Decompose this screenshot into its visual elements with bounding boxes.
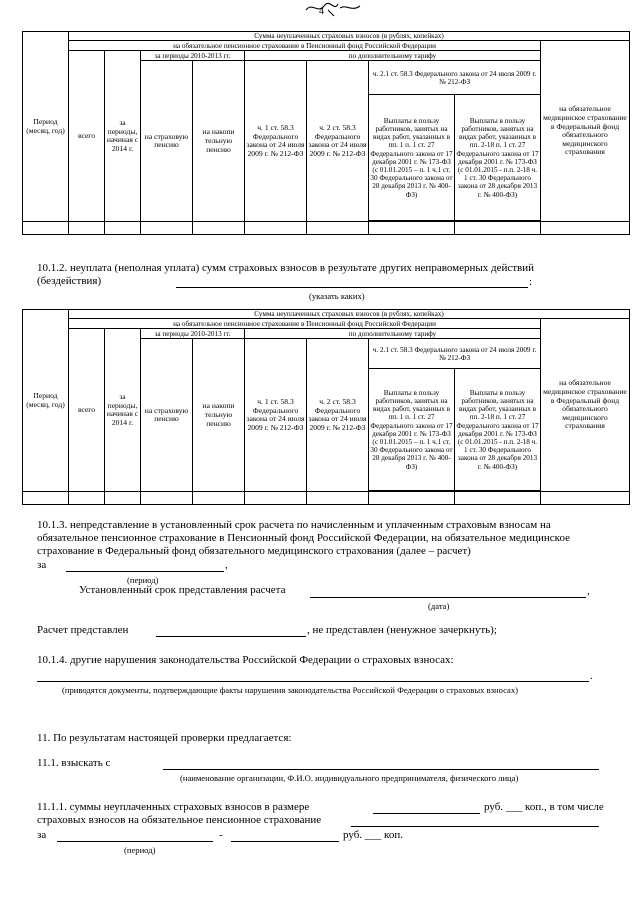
submitted-date-field[interactable] xyxy=(156,636,306,637)
other-violations-field[interactable] xyxy=(37,681,589,682)
period-from-field[interactable] xyxy=(57,841,213,842)
medical-header: на обязательное медицинское страхование в Федеральный фонд обязательного медицинского страхования xyxy=(541,319,630,492)
section-11-text: 11. По результатам настоящей проверки предлагается: xyxy=(37,732,292,744)
not-submitted-text: , не представлен (ненужное зачеркнуть); xyxy=(307,624,497,636)
za-label-2: за xyxy=(37,829,47,841)
section-10-1-2-text: 10.1.2. неуплата (неполная уплата) сумм страховых взносов в результате других неправомерных действий (бездействия) xyxy=(37,262,535,287)
za-label: за xyxy=(37,559,47,571)
section-10-1-3-text: 10.1.3. непредставление в установленный срок расчета по начисленным и уплаченным страховым взносам на обязательное пенсионное страхование в Пенсионный фонд Российской Федерации, на обязательное медицинское страхование в Федеральный фонд обязательного медицинского страхования (далее – расчет) xyxy=(37,519,570,557)
period-field[interactable] xyxy=(66,571,224,572)
periods-2010-2013-header: за периоды 2010-2013 гг. xyxy=(141,51,245,61)
pension-line-field[interactable] xyxy=(351,826,599,827)
since-2014-header: за периоды, начиная с 2014 г. xyxy=(105,329,141,492)
art-p1-header: ч. 1 ст. 58.3 Федерального закона от 24 июля 2009 г. № 212-ФЗ xyxy=(245,61,307,222)
art-p2-header: ч. 2 ст. 58.3 Федерального закона от 24 июля 2009 г. № 212-ФЗ xyxy=(307,339,369,492)
art-p2-header: ч. 2 ст. 58.3 Федерального закона от 24 июля 2009 г. № 212-ФЗ xyxy=(307,61,369,222)
comma-2: , xyxy=(587,585,590,597)
pension-amount-field[interactable] xyxy=(231,841,339,842)
pay-p2-header: Выплаты в пользу работников, занятых на видах работ, указанных в пп. 2-18 п. 1 ст. 27 Федерального закона от 17 декабря 2001 г. № 173-ФЗ (с 01.01.2015 - п.п. 2-18 ч. 1 ст. 30 Федерального закона от 28 декабря 2013 г. № 400-ФЗ) xyxy=(455,95,541,221)
pfr-header: на обязательное пенсионное страхование в Пенсионный фонд Российской Федерации xyxy=(69,41,541,51)
handwritten-signature xyxy=(304,0,364,18)
deadline-label: Установленный срок представления расчета xyxy=(79,584,286,596)
since-2014-header: за периоды, начиная с 2014 г. xyxy=(105,51,141,222)
dash: - xyxy=(219,829,223,841)
page-number: 4 xyxy=(319,6,324,17)
recover-from-caption: (наименование организации, Ф.И.О. индивидуального предпринимателя, физического лица) xyxy=(180,773,519,783)
sum-header: Сумма неуплаченных страховых взносов (в рублях, копейках) xyxy=(69,310,630,319)
rub-kop-text: руб. ___ коп., в том числе xyxy=(484,801,604,813)
date-caption: (дата) xyxy=(428,601,450,611)
additional-tariff-header: по дополнительному тарифу xyxy=(245,329,541,339)
table-row xyxy=(23,222,630,235)
pay-p1-header: Выплаты в пользу работников, занятых на видах работ, указанных в пп. 1 п. 1 ст. 27 Федерального закона от 17 декабря 2001 г. № 173-ФЗ (с 01.01.2015 – п. 1 ч.1 ст. 30 Федерального закона от 28 декабря 2013 г. № 400-ФЗ) xyxy=(369,95,455,221)
insurance-pension-header: на страховую пенсию xyxy=(141,339,193,492)
recover-from-field[interactable] xyxy=(163,769,599,770)
contributions-table-1 xyxy=(22,31,630,235)
rub-kop-text-2: руб. ___ коп. xyxy=(343,829,403,841)
period-header: Период (месяц, год) xyxy=(23,310,69,492)
specify-caption: (указать каких) xyxy=(309,291,365,301)
pfr-header: на обязательное пенсионное страхование в Пенсионный фонд Российской Федерации xyxy=(69,319,541,329)
period-caption: (период) xyxy=(127,575,159,585)
funded-pension-header: на накопи тельную пенсию xyxy=(193,61,245,222)
pay-p1-header: Выплаты в пользу работников, занятых на видах работ, указанных в пп. 1 п. 1 ст. 27 Федерального закона от 17 декабря 2001 г. № 173-ФЗ (с 01.01.2015 – п. 1 ч.1 ст. 30 Федерального закона от 28 декабря 2013 г. № 400-ФЗ) xyxy=(369,369,455,491)
additional-tariff-header: по дополнительному тарифу xyxy=(245,51,541,61)
total-header: всего xyxy=(69,329,105,492)
sum-header: Сумма неуплаченных страховых взносов (в рублях, копейках) xyxy=(69,32,630,41)
art-21-header: ч. 2.1 ст. 58.3 Федерального закона от 24 июля 2009 г. № 212-ФЗ xyxy=(369,61,541,95)
violations-caption: (приводятся документы, подтверждающие факты нарушения законодательства Российской Федерации о страховых взносах) xyxy=(62,685,519,695)
other-actions-field[interactable] xyxy=(176,287,528,288)
section-11-1-1-line1: 11.1.1. суммы неуплаченных страховых взносов в размере xyxy=(37,801,310,813)
total-header: всего xyxy=(69,51,105,222)
art-21-header: ч. 2.1 ст. 58.3 Федерального закона от 24 июля 2009 г. № 212-ФЗ xyxy=(369,339,541,369)
art-p1-header: ч. 1 ст. 58.3 Федерального закона от 24 июля 2009 г. № 212-ФЗ xyxy=(245,339,307,492)
colon: : xyxy=(529,276,533,288)
medical-header: на обязательное медицинское страхование в Федеральный фонд обязательного медицинского страхования xyxy=(541,41,630,222)
section-11-1-1-line2: страховых взносов на обязательное пенсионное страхование xyxy=(37,814,322,826)
contributions-table-2 xyxy=(22,309,630,505)
period-caption-2: (период) xyxy=(124,845,156,855)
period-header: Период (месяц, год) xyxy=(23,32,69,222)
periods-2010-2013-header: за периоды 2010-2013 гг. xyxy=(141,329,245,339)
comma: , xyxy=(225,559,228,571)
submitted-label: Расчет представлен xyxy=(37,624,129,636)
section-11-1-label: 11.1. взыскать с xyxy=(37,757,111,769)
section-10-1-4-text: 10.1.4. другие нарушения законодательства Российской Федерации о страховых взносах: xyxy=(37,654,454,666)
amount-rub-field[interactable] xyxy=(373,813,480,814)
dot: . xyxy=(590,670,593,682)
pay-p2-header: Выплаты в пользу работников, занятых на видах работ, указанных в пп. 2-18 п. 1 ст. 27 Федерального закона от 17 декабря 2001 г. № 173-ФЗ (с 01.01.2015 - п.п. 2-18 ч. 1 ст. 30 Федерального закона от 28 декабря 2013 г. № 400-ФЗ) xyxy=(455,369,541,491)
funded-pension-header: на накопи тельную пенсию xyxy=(193,339,245,492)
insurance-pension-header: на страховую пенсию xyxy=(141,61,193,222)
deadline-date-field[interactable] xyxy=(310,597,586,598)
table-row xyxy=(23,492,630,505)
